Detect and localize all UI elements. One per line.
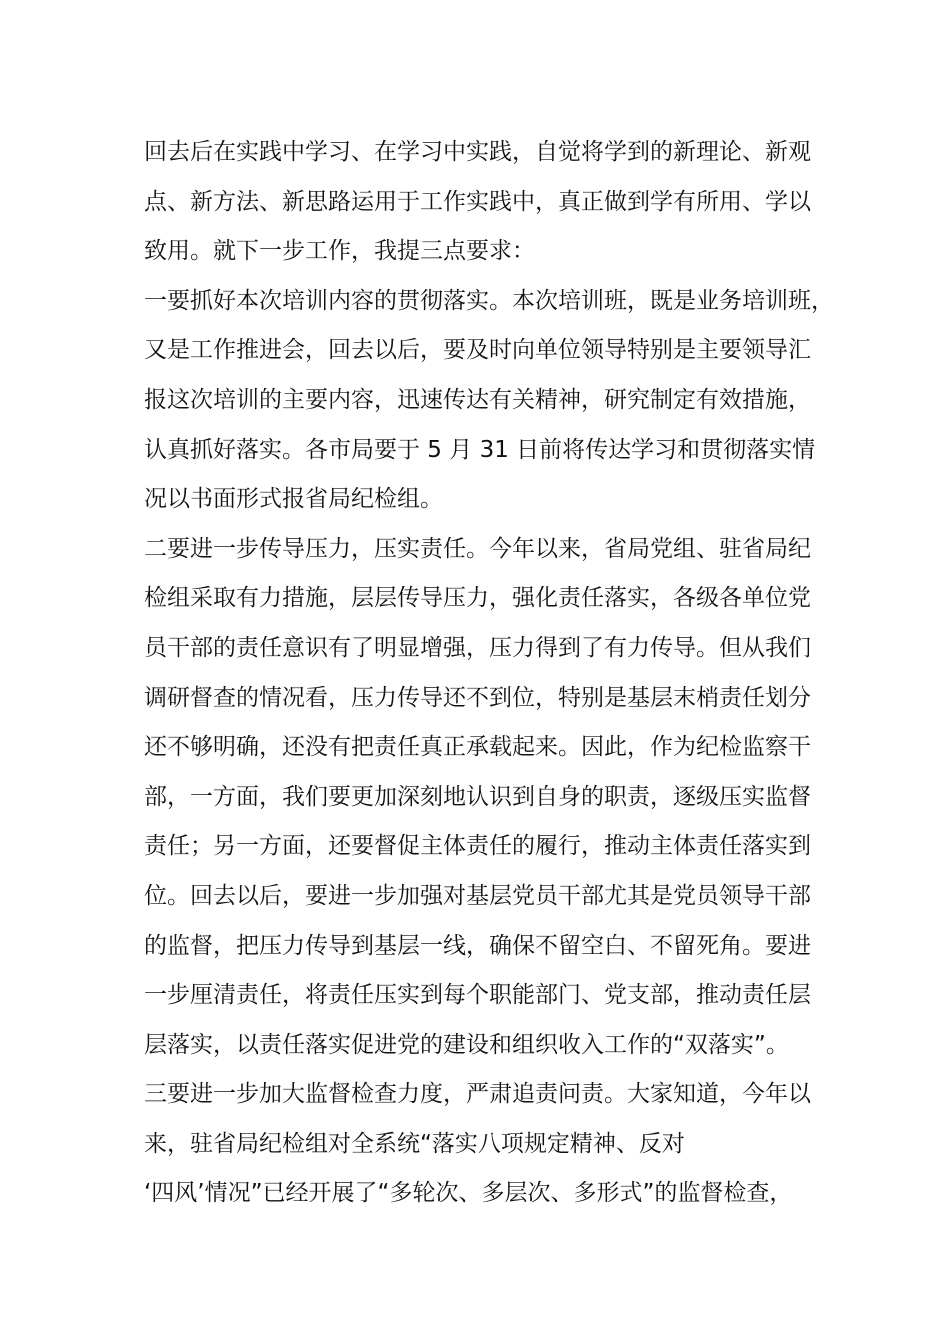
text-line: 的监督，把压力传导到基层一线，确保不留空白、不留死角。要进 [144,932,811,959]
text-line: 三要进一步加大监督检查力度，严肃追责问责。大家知道，今年以 [144,1081,811,1108]
document-body [144,128,834,1219]
text-line: 又是工作推进会，回去以后，要及时向单位领导特别是主要领导汇 [144,337,811,364]
text-line: 位。回去以后，要进一步加强对基层党员干部尤其是党员领导干部 [144,882,811,909]
text-line: 责任；另一方面，还要督促主体责任的履行，推动主体责任落实到 [144,833,811,860]
text-line: ‘四风’情况”已经开展了“多轮次、多层次、多形式”的监督检查， [144,1180,793,1207]
text-line: 二要进一步传导压力，压实责任。今年以来，省局党组、驻省局纪 [144,535,811,562]
text-line: 部，一方面，我们要更加深刻地认识到自身的职责，逐级压实监督 [144,783,811,810]
text-line: 层落实，以责任落实促进党的建设和组织收入工作的“双落实”。 [144,1031,789,1058]
text-line: 一要抓好本次培训内容的贯彻落实。本次培训班，既是业务培训班， [144,287,834,314]
text-line: 回去后在实践中学习、在学习中实践，自觉将学到的新理论、新观 [144,139,811,165]
text-line: 点、新方法、新思路运用于工作实践中，真正做到学有所用、学以 [144,188,811,215]
text-line: 来，驻省局纪检组对全系统“落实八项规定精神、反对 [144,1130,685,1157]
text-line: 认真抓好落实。各市局要于 5 月 31 日前将传达学习和贯彻落实情 [144,436,816,463]
text-line: 一步厘清责任，将责任压实到每个职能部门、党支部，推动责任层 [144,982,811,1009]
text-line: 员干部的责任意识有了明显增强，压力得到了有力传导。但从我们 [144,634,811,661]
text-line: 调研督查的情况看，压力传导还不到位，特别是基层末梢责任划分 [144,684,811,711]
text-line: 致用。就下一步工作，我提三点要求： [144,238,535,265]
text-line: 检组采取有力措施，层层传导压力，强化责任落实，各级各单位党 [144,585,811,612]
text-line: 还不够明确，还没有把责任真正承载起来。因此，作为纪检监察干 [144,734,811,761]
text-line: 报这次培训的主要内容，迅速传达有关精神，研究制定有效措施， [144,386,811,413]
text-line: 况以书面形式报省局纪检组。 [144,486,443,513]
